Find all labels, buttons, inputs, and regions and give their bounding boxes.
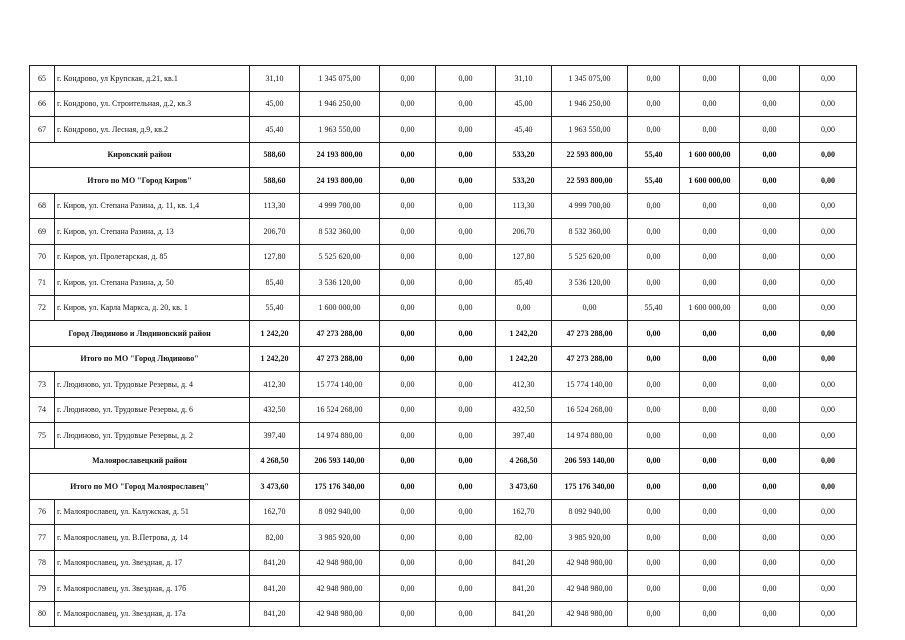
value-cell: 0,00 <box>680 270 740 296</box>
table-row <box>30 270 857 296</box>
value-cell: 0,00 <box>380 142 436 168</box>
row-number: 69 <box>30 219 55 245</box>
value-cell: 0,00 <box>800 66 857 92</box>
value-cell: 0,00 <box>380 525 436 551</box>
value-cell: 0,00 <box>436 270 496 296</box>
value-cell: 533,20 <box>496 168 552 194</box>
value-cell: 0,00 <box>740 346 800 372</box>
address-cell: г. Киров, ул. Степана Разина, д. 50 <box>55 270 250 296</box>
value-cell: 0,00 <box>628 474 680 500</box>
value-cell: 0,00 <box>800 168 857 194</box>
value-cell: 0,00 <box>380 601 436 627</box>
value-cell: 0,00 <box>680 525 740 551</box>
value-cell: 0,00 <box>628 397 680 423</box>
row-number: 71 <box>30 270 55 296</box>
address-cell: г. Кондрово, ул Крупская, д.21, кв.1 <box>55 66 250 92</box>
value-cell: 14 974 880,00 <box>300 423 380 449</box>
value-cell: 0,00 <box>680 448 740 474</box>
value-cell: 5 525 620,00 <box>552 244 628 270</box>
summary-row <box>30 142 857 168</box>
value-cell: 0,00 <box>740 550 800 576</box>
table-body <box>30 66 857 627</box>
row-number: 68 <box>30 193 55 219</box>
address-cell: г. Малоярославец, ул. Звездная, д. 17 <box>55 550 250 576</box>
value-cell: 42 948 980,00 <box>300 576 380 602</box>
value-cell: 22 593 800,00 <box>552 168 628 194</box>
table-row <box>30 525 857 551</box>
value-cell: 16 524 268,00 <box>300 397 380 423</box>
value-cell: 1 963 550,00 <box>300 117 380 143</box>
value-cell: 0,00 <box>740 321 800 347</box>
row-number: 76 <box>30 499 55 525</box>
value-cell: 1 242,20 <box>496 346 552 372</box>
value-cell: 0,00 <box>680 423 740 449</box>
value-cell: 0,00 <box>380 576 436 602</box>
value-cell: 42 948 980,00 <box>552 576 628 602</box>
summary-row <box>30 321 857 347</box>
value-cell: 0,00 <box>740 142 800 168</box>
row-number: 79 <box>30 576 55 602</box>
value-cell: 0,00 <box>628 423 680 449</box>
row-number: 75 <box>30 423 55 449</box>
value-cell: 0,00 <box>436 142 496 168</box>
value-cell: 0,00 <box>436 499 496 525</box>
value-cell: 0,00 <box>628 372 680 398</box>
row-number: 65 <box>30 66 55 92</box>
address-cell: г. Малоярославец, ул. В.Петрова, д. 14 <box>55 525 250 551</box>
value-cell: 0,00 <box>800 576 857 602</box>
table-row <box>30 550 857 576</box>
value-cell: 841,20 <box>496 550 552 576</box>
value-cell: 0,00 <box>436 474 496 500</box>
value-cell: 432,50 <box>496 397 552 423</box>
value-cell: 533,20 <box>496 142 552 168</box>
value-cell: 0,00 <box>628 321 680 347</box>
value-cell: 8 092 940,00 <box>552 499 628 525</box>
table-row <box>30 244 857 270</box>
table-row <box>30 423 857 449</box>
value-cell: 0,00 <box>800 423 857 449</box>
address-cell: г. Киров, ул. Пролетарская, д. 85 <box>55 244 250 270</box>
value-cell: 0,00 <box>380 219 436 245</box>
value-cell: 8 092 940,00 <box>300 499 380 525</box>
value-cell: 4 999 700,00 <box>552 193 628 219</box>
value-cell: 82,00 <box>250 525 300 551</box>
value-cell: 206 593 140,00 <box>552 448 628 474</box>
value-cell: 0,00 <box>380 91 436 117</box>
address-cell: г. Людиново, ул. Трудовые Резервы, д. 2 <box>55 423 250 449</box>
value-cell: 0,00 <box>800 219 857 245</box>
value-cell: 0,00 <box>740 193 800 219</box>
table-row <box>30 601 857 627</box>
value-cell: 24 193 800,00 <box>300 168 380 194</box>
value-cell: 0,00 <box>680 601 740 627</box>
value-cell: 0,00 <box>628 576 680 602</box>
value-cell: 45,00 <box>496 91 552 117</box>
value-cell: 1 242,20 <box>496 321 552 347</box>
value-cell: 0,00 <box>628 193 680 219</box>
value-cell: 127,80 <box>496 244 552 270</box>
value-cell: 0,00 <box>380 117 436 143</box>
value-cell: 0,00 <box>380 244 436 270</box>
value-cell: 0,00 <box>380 397 436 423</box>
value-cell: 113,30 <box>496 193 552 219</box>
value-cell: 412,30 <box>250 372 300 398</box>
value-cell: 0,00 <box>800 295 857 321</box>
value-cell: 0,00 <box>680 321 740 347</box>
value-cell: 0,00 <box>740 91 800 117</box>
value-cell: 0,00 <box>628 244 680 270</box>
address-cell: г. Малоярославец, ул. Звездная, д. 17а <box>55 601 250 627</box>
value-cell: 3 473,60 <box>496 474 552 500</box>
value-cell: 42 948 980,00 <box>552 601 628 627</box>
table-row <box>30 91 857 117</box>
value-cell: 0,00 <box>380 66 436 92</box>
summary-row <box>30 474 857 500</box>
value-cell: 24 193 800,00 <box>300 142 380 168</box>
value-cell: 0,00 <box>436 576 496 602</box>
address-cell: г. Киров, ул. Степана Разина, д. 13 <box>55 219 250 245</box>
value-cell: 0,00 <box>436 321 496 347</box>
table-row <box>30 397 857 423</box>
value-cell: 0,00 <box>436 601 496 627</box>
value-cell: 0,00 <box>800 244 857 270</box>
value-cell: 45,00 <box>250 91 300 117</box>
value-cell: 0,00 <box>436 372 496 398</box>
value-cell: 432,50 <box>250 397 300 423</box>
value-cell: 0,00 <box>436 525 496 551</box>
value-cell: 47 273 288,00 <box>552 346 628 372</box>
row-number: 77 <box>30 525 55 551</box>
value-cell: 1 600 000,00 <box>680 142 740 168</box>
value-cell: 42 948 980,00 <box>300 601 380 627</box>
value-cell: 3 536 120,00 <box>300 270 380 296</box>
housing-table <box>29 65 857 627</box>
value-cell: 0,00 <box>740 499 800 525</box>
value-cell: 0,00 <box>800 499 857 525</box>
value-cell: 3 985 920,00 <box>552 525 628 551</box>
table-row <box>30 219 857 245</box>
value-cell: 588,60 <box>250 168 300 194</box>
table-row <box>30 117 857 143</box>
value-cell: 0,00 <box>628 499 680 525</box>
row-number: 72 <box>30 295 55 321</box>
summary-row <box>30 346 857 372</box>
value-cell: 4 999 700,00 <box>300 193 380 219</box>
value-cell: 0,00 <box>800 91 857 117</box>
summary-title: Кировский район <box>30 142 250 168</box>
value-cell: 1 946 250,00 <box>300 91 380 117</box>
value-cell: 0,00 <box>628 346 680 372</box>
value-cell: 0,00 <box>680 474 740 500</box>
value-cell: 0,00 <box>380 474 436 500</box>
value-cell: 3 536 120,00 <box>552 270 628 296</box>
value-cell: 82,00 <box>496 525 552 551</box>
value-cell: 127,80 <box>250 244 300 270</box>
address-cell: г. Людиново, ул. Трудовые Резервы, д. 6 <box>55 397 250 423</box>
value-cell: 0,00 <box>800 601 857 627</box>
value-cell: 0,00 <box>740 244 800 270</box>
value-cell: 0,00 <box>800 321 857 347</box>
value-cell: 0,00 <box>680 219 740 245</box>
row-number: 78 <box>30 550 55 576</box>
value-cell: 0,00 <box>740 168 800 194</box>
value-cell: 4 268,50 <box>250 448 300 474</box>
value-cell: 1 600 000,00 <box>300 295 380 321</box>
value-cell: 0,00 <box>800 397 857 423</box>
table-row <box>30 499 857 525</box>
value-cell: 0,00 <box>436 397 496 423</box>
summary-title: Город Людиново и Людиновский район <box>30 321 250 347</box>
address-cell: г. Малоярославец, ул. Звездная, д. 17б <box>55 576 250 602</box>
value-cell: 0,00 <box>680 576 740 602</box>
value-cell: 841,20 <box>496 601 552 627</box>
value-cell: 0,00 <box>800 525 857 551</box>
address-cell: г. Людиново, ул. Трудовые Резервы, д. 4 <box>55 372 250 398</box>
value-cell: 0,00 <box>680 550 740 576</box>
value-cell: 0,00 <box>740 117 800 143</box>
table-row <box>30 372 857 398</box>
value-cell: 16 524 268,00 <box>552 397 628 423</box>
summary-title: Итого по МО "Город Людиново" <box>30 346 250 372</box>
value-cell: 206,70 <box>496 219 552 245</box>
value-cell: 0,00 <box>380 321 436 347</box>
value-cell: 0,00 <box>628 117 680 143</box>
summary-title: Итого по МО "Город Киров" <box>30 168 250 194</box>
summary-title: Итого по МО "Город Малоярославец" <box>30 474 250 500</box>
value-cell: 0,00 <box>436 66 496 92</box>
value-cell: 55,40 <box>628 295 680 321</box>
row-number: 73 <box>30 372 55 398</box>
value-cell: 0,00 <box>436 168 496 194</box>
value-cell: 0,00 <box>740 448 800 474</box>
value-cell: 0,00 <box>380 448 436 474</box>
row-number: 80 <box>30 601 55 627</box>
value-cell: 175 176 340,00 <box>300 474 380 500</box>
value-cell: 0,00 <box>628 550 680 576</box>
value-cell: 45,40 <box>250 117 300 143</box>
value-cell: 841,20 <box>250 576 300 602</box>
value-cell: 0,00 <box>740 219 800 245</box>
address-cell: г. Кондрово, ул. Лесная, д.9, кв.2 <box>55 117 250 143</box>
value-cell: 0,00 <box>628 525 680 551</box>
value-cell: 0,00 <box>628 601 680 627</box>
value-cell: 0,00 <box>680 372 740 398</box>
value-cell: 4 268,50 <box>496 448 552 474</box>
value-cell: 0,00 <box>800 270 857 296</box>
value-cell: 0,00 <box>436 295 496 321</box>
value-cell: 47 273 288,00 <box>552 321 628 347</box>
value-cell: 1 946 250,00 <box>552 91 628 117</box>
value-cell: 841,20 <box>496 576 552 602</box>
value-cell: 1 345 075,00 <box>552 66 628 92</box>
value-cell: 0,00 <box>740 270 800 296</box>
row-number: 70 <box>30 244 55 270</box>
value-cell: 113,30 <box>250 193 300 219</box>
value-cell: 0,00 <box>740 423 800 449</box>
value-cell: 15 774 140,00 <box>300 372 380 398</box>
value-cell: 0,00 <box>680 193 740 219</box>
value-cell: 206,70 <box>250 219 300 245</box>
value-cell: 0,00 <box>740 66 800 92</box>
value-cell: 0,00 <box>552 295 628 321</box>
value-cell: 0,00 <box>628 219 680 245</box>
value-cell: 0,00 <box>740 474 800 500</box>
value-cell: 1 242,20 <box>250 321 300 347</box>
value-cell: 0,00 <box>740 576 800 602</box>
value-cell: 0,00 <box>380 168 436 194</box>
value-cell: 0,00 <box>680 117 740 143</box>
value-cell: 45,40 <box>496 117 552 143</box>
table-row <box>30 295 857 321</box>
summary-row <box>30 168 857 194</box>
value-cell: 0,00 <box>436 193 496 219</box>
value-cell: 175 176 340,00 <box>552 474 628 500</box>
value-cell: 0,00 <box>800 448 857 474</box>
address-cell: г. Киров, ул. Степана Разина, д. 11, кв. 1,4 <box>55 193 250 219</box>
value-cell: 0,00 <box>436 346 496 372</box>
value-cell: 14 974 880,00 <box>552 423 628 449</box>
value-cell: 0,00 <box>380 550 436 576</box>
value-cell: 47 273 288,00 <box>300 346 380 372</box>
value-cell: 15 774 140,00 <box>552 372 628 398</box>
value-cell: 0,00 <box>680 346 740 372</box>
value-cell: 55,40 <box>628 142 680 168</box>
value-cell: 0,00 <box>800 117 857 143</box>
table-row <box>30 193 857 219</box>
address-cell: г. Киров, ул. Карла Маркса, д. 20, кв. 1 <box>55 295 250 321</box>
value-cell: 1 600 000,00 <box>680 168 740 194</box>
row-number: 74 <box>30 397 55 423</box>
value-cell: 0,00 <box>436 244 496 270</box>
value-cell: 0,00 <box>740 372 800 398</box>
value-cell: 0,00 <box>380 193 436 219</box>
value-cell: 8 532 360,00 <box>552 219 628 245</box>
value-cell: 0,00 <box>380 270 436 296</box>
value-cell: 841,20 <box>250 601 300 627</box>
value-cell: 0,00 <box>740 295 800 321</box>
value-cell: 3 473,60 <box>250 474 300 500</box>
value-cell: 85,40 <box>250 270 300 296</box>
value-cell: 397,40 <box>496 423 552 449</box>
value-cell: 0,00 <box>436 448 496 474</box>
table-row <box>30 576 857 602</box>
value-cell: 0,00 <box>628 91 680 117</box>
value-cell: 1 345 075,00 <box>300 66 380 92</box>
value-cell: 0,00 <box>496 295 552 321</box>
value-cell: 0,00 <box>680 499 740 525</box>
value-cell: 55,40 <box>250 295 300 321</box>
value-cell: 0,00 <box>380 346 436 372</box>
value-cell: 0,00 <box>628 448 680 474</box>
value-cell: 841,20 <box>250 550 300 576</box>
value-cell: 5 525 620,00 <box>300 244 380 270</box>
value-cell: 0,00 <box>380 372 436 398</box>
value-cell: 0,00 <box>800 193 857 219</box>
summary-row <box>30 448 857 474</box>
value-cell: 162,70 <box>496 499 552 525</box>
value-cell: 42 948 980,00 <box>552 550 628 576</box>
value-cell: 55,40 <box>628 168 680 194</box>
value-cell: 0,00 <box>628 270 680 296</box>
value-cell: 162,70 <box>250 499 300 525</box>
value-cell: 0,00 <box>800 372 857 398</box>
value-cell: 0,00 <box>380 423 436 449</box>
value-cell: 0,00 <box>740 525 800 551</box>
value-cell: 85,40 <box>496 270 552 296</box>
value-cell: 0,00 <box>436 550 496 576</box>
value-cell: 0,00 <box>680 244 740 270</box>
address-cell: г. Малоярославец, ул. Калужская, д. 51 <box>55 499 250 525</box>
value-cell: 0,00 <box>628 66 680 92</box>
value-cell: 47 273 288,00 <box>300 321 380 347</box>
value-cell: 0,00 <box>436 91 496 117</box>
value-cell: 0,00 <box>380 295 436 321</box>
value-cell: 3 985 920,00 <box>300 525 380 551</box>
value-cell: 42 948 980,00 <box>300 550 380 576</box>
value-cell: 0,00 <box>680 397 740 423</box>
value-cell: 0,00 <box>800 142 857 168</box>
row-number: 66 <box>30 91 55 117</box>
value-cell: 31,10 <box>250 66 300 92</box>
value-cell: 206 593 140,00 <box>300 448 380 474</box>
table-row <box>30 66 857 92</box>
value-cell: 0,00 <box>436 117 496 143</box>
value-cell: 8 532 360,00 <box>300 219 380 245</box>
value-cell: 0,00 <box>680 91 740 117</box>
value-cell: 0,00 <box>436 219 496 245</box>
value-cell: 0,00 <box>740 397 800 423</box>
value-cell: 1 242,20 <box>250 346 300 372</box>
value-cell: 412,30 <box>496 372 552 398</box>
value-cell: 0,00 <box>800 474 857 500</box>
value-cell: 1 600 000,00 <box>680 295 740 321</box>
value-cell: 0,00 <box>800 550 857 576</box>
value-cell: 588,60 <box>250 142 300 168</box>
value-cell: 397,40 <box>250 423 300 449</box>
value-cell: 0,00 <box>740 601 800 627</box>
value-cell: 0,00 <box>436 423 496 449</box>
row-number: 67 <box>30 117 55 143</box>
address-cell: г. Кондрово, ул. Строительная, д.2, кв.3 <box>55 91 250 117</box>
value-cell: 31,10 <box>496 66 552 92</box>
value-cell: 1 963 550,00 <box>552 117 628 143</box>
summary-title: Малоярославецкий район <box>30 448 250 474</box>
value-cell: 0,00 <box>380 499 436 525</box>
value-cell: 22 593 800,00 <box>552 142 628 168</box>
value-cell: 0,00 <box>800 346 857 372</box>
value-cell: 0,00 <box>680 66 740 92</box>
